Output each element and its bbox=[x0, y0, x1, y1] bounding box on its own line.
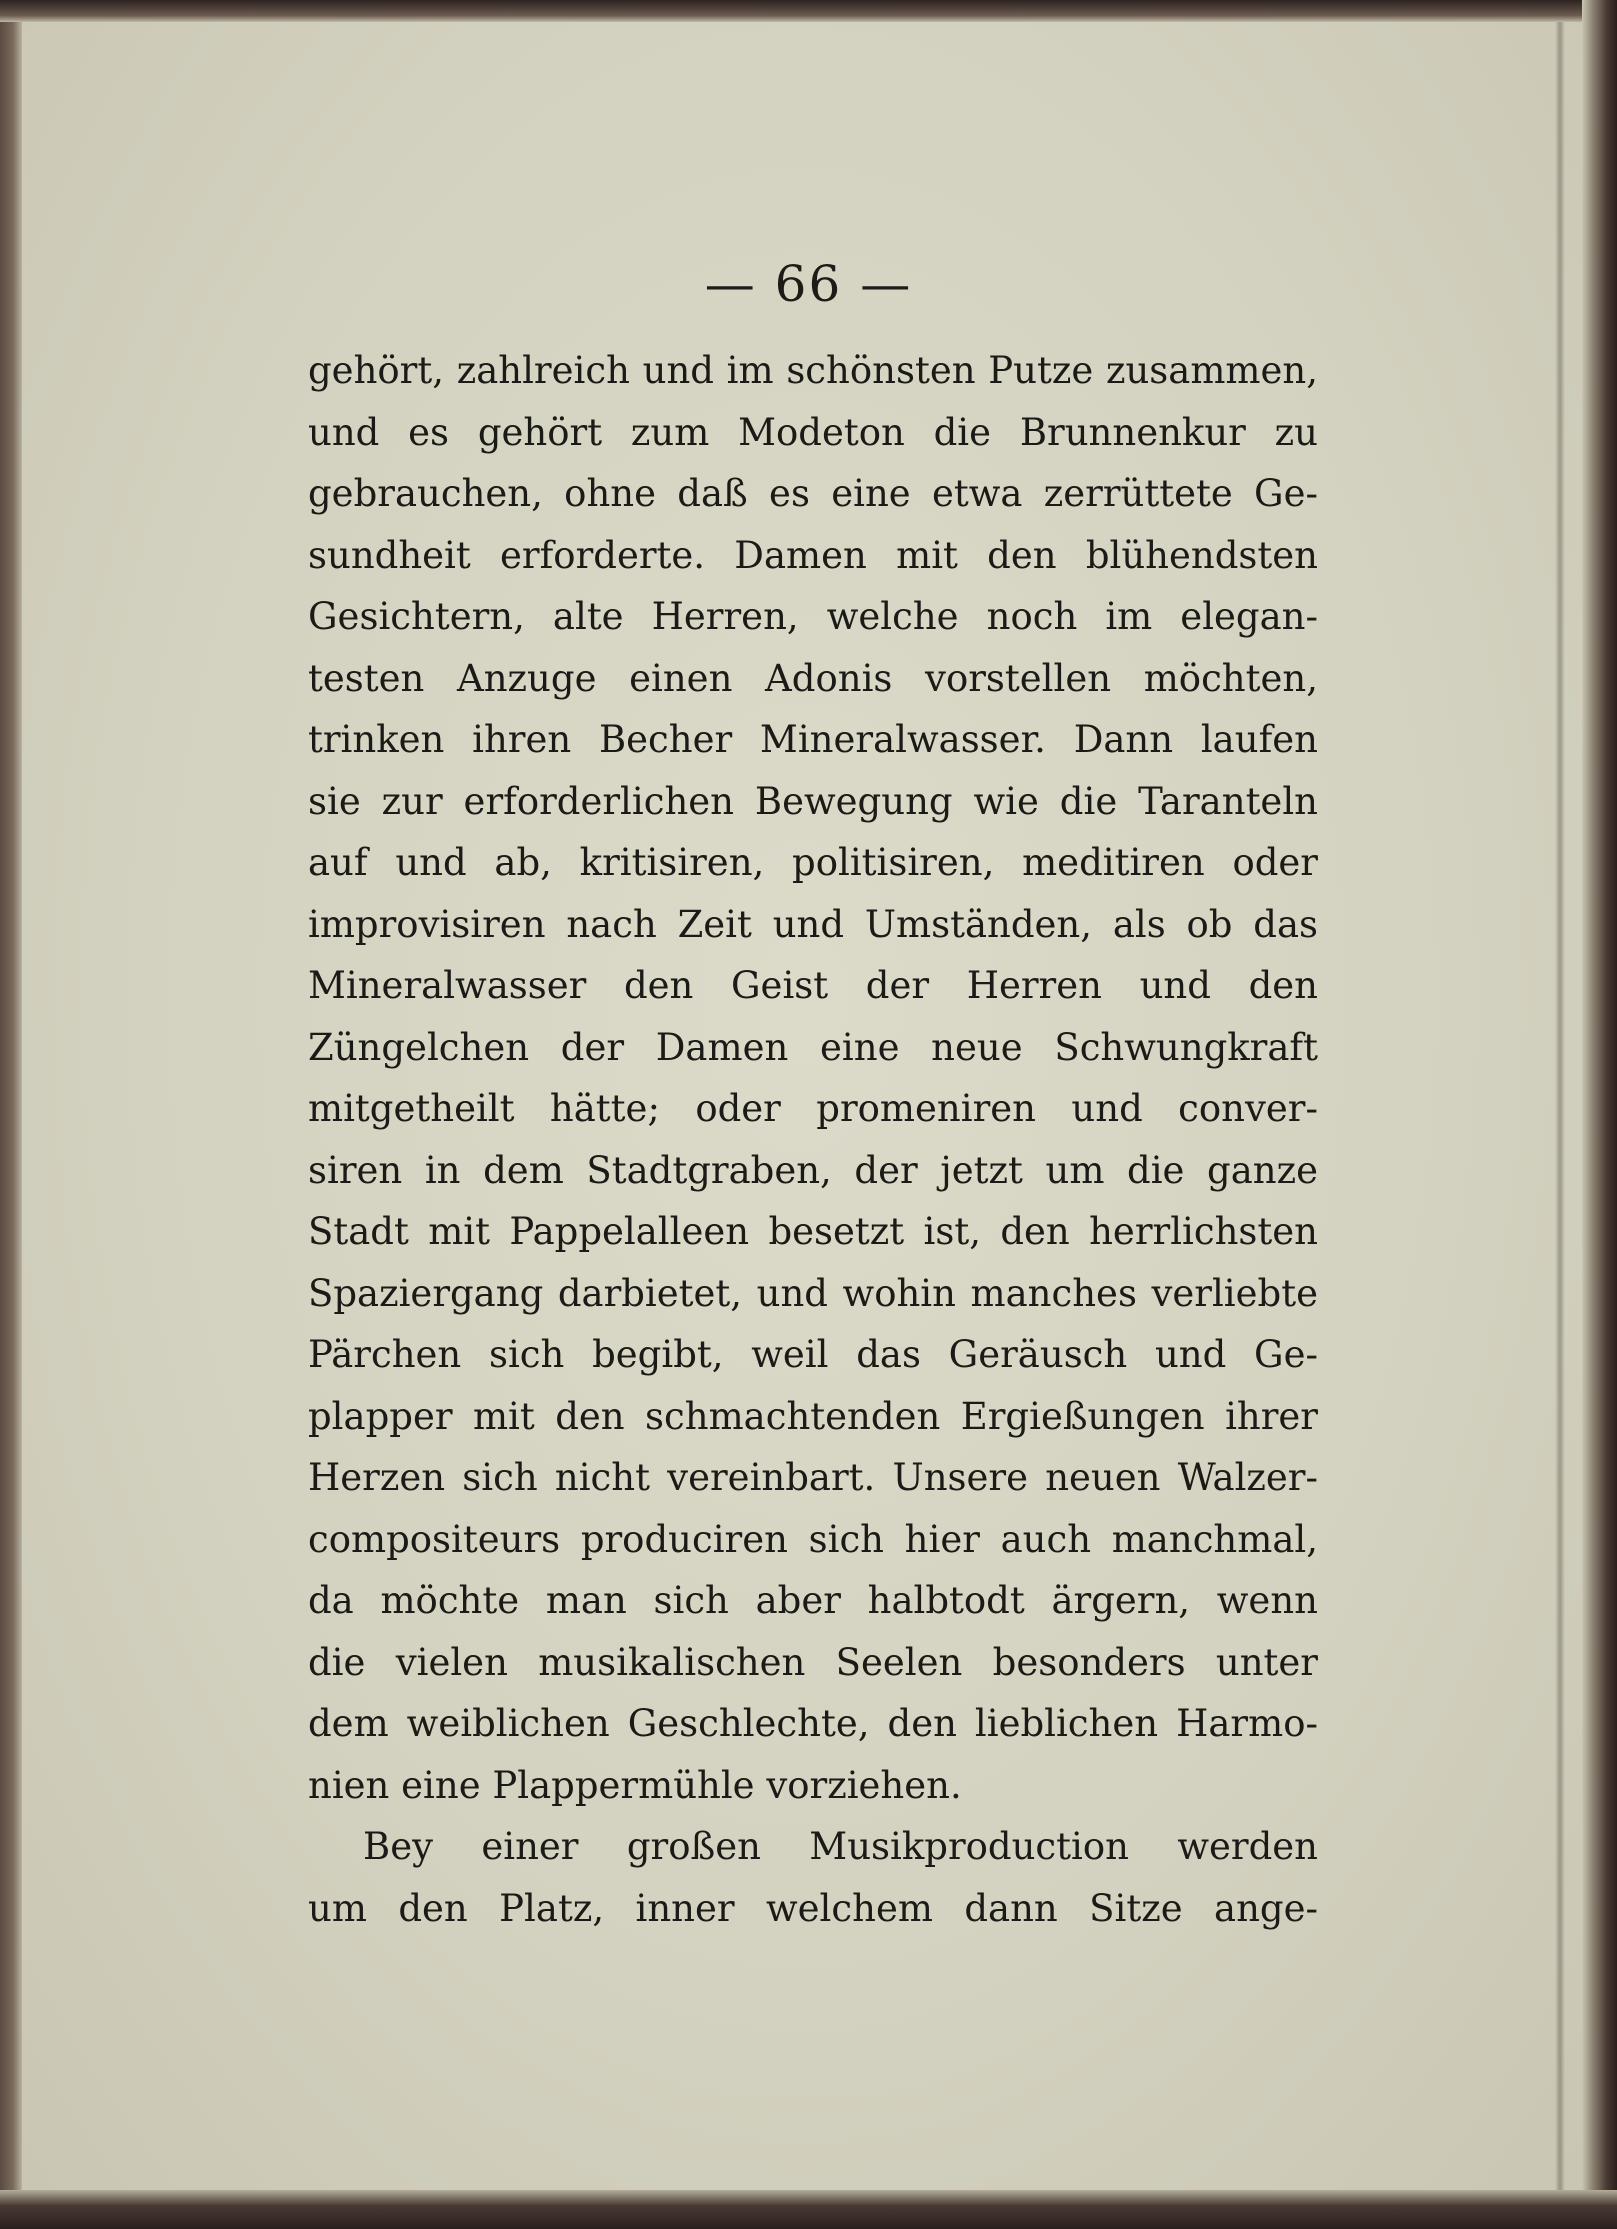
text-line: da möchte man sich aber halbtodt ärgern, wenn bbox=[308, 1579, 1318, 1622]
text-line: gehört, zahlreich und im schönsten Putze zusammen, bbox=[308, 349, 1318, 392]
text-line: um den Platz, inner welchem dann Sitze ange- bbox=[308, 1886, 1318, 1930]
text-line: auf und ab, kritisiren, politisiren, meditiren oder bbox=[308, 841, 1318, 884]
text-line: Mineralwasser den Geist der Herren und den bbox=[308, 964, 1318, 1007]
text-line-paragraph-start: Bey einer großen Musikproduction werden bbox=[363, 1825, 1318, 1868]
book-cover-bottom-edge bbox=[0, 2190, 1617, 2229]
book-cover-top-edge bbox=[0, 0, 1617, 22]
text-line-paragraph-end: nien eine Plappermühle vorziehen. bbox=[308, 1763, 962, 1807]
text-line: Spaziergang darbietet, und wohin manches verliebte bbox=[308, 1271, 1318, 1315]
book-cover-right-edge bbox=[1582, 0, 1617, 2229]
page-number: — 66 — bbox=[704, 255, 913, 313]
text-line: Herzen sich nicht vereinbart. Unsere neuen Walzer- bbox=[308, 1456, 1318, 1499]
text-line: trinken ihren Becher Mineralwasser. Dann laufen bbox=[308, 718, 1318, 761]
page-fold-shadow bbox=[1555, 22, 1565, 2190]
text-line: mitgetheilt hätte; oder promeniren und conver- bbox=[308, 1087, 1318, 1130]
text-line: sie zur erforderlichen Bewegung wie die Taranteln bbox=[308, 779, 1318, 823]
text-line: Pärchen sich begibt, weil das Geräusch und Ge- bbox=[308, 1333, 1318, 1376]
text-line: Züngelchen der Damen eine neue Schwungkraft bbox=[308, 1025, 1318, 1069]
text-line: compositeurs produciren sich hier auch manchmal, bbox=[308, 1517, 1318, 1561]
book-cover-left-edge bbox=[0, 0, 22, 2229]
body-text bbox=[308, 340, 1318, 1939]
text-line: die vielen musikalischen Seelen besonders unter bbox=[308, 1640, 1318, 1684]
text-line: plapper mit den schmachtenden Ergießungen ihrer bbox=[308, 1394, 1318, 1438]
text-line: gebrauchen, ohne daß es eine etwa zerrüttete Ge- bbox=[308, 472, 1318, 515]
text-line: Stadt mit Pappelalleen besetzt ist, den herrlichsten bbox=[308, 1210, 1318, 1253]
text-line: Gesichtern, alte Herren, welche noch im elegan- bbox=[308, 595, 1318, 638]
text-line: siren in dem Stadtgraben, der jetzt um die ganze bbox=[308, 1148, 1318, 1192]
text-line: improvisiren nach Zeit und Umständen, als ob das bbox=[308, 902, 1318, 946]
text-line: sundheit erforderte. Damen mit den blühendsten bbox=[308, 533, 1318, 577]
text-line: dem weiblichen Geschlechte, den lieblichen Harmo- bbox=[308, 1702, 1318, 1745]
text-line: und es gehört zum Modeton die Brunnenkur zu bbox=[308, 410, 1318, 454]
text-line: testen Anzuge einen Adonis vorstellen möchten, bbox=[308, 656, 1318, 700]
